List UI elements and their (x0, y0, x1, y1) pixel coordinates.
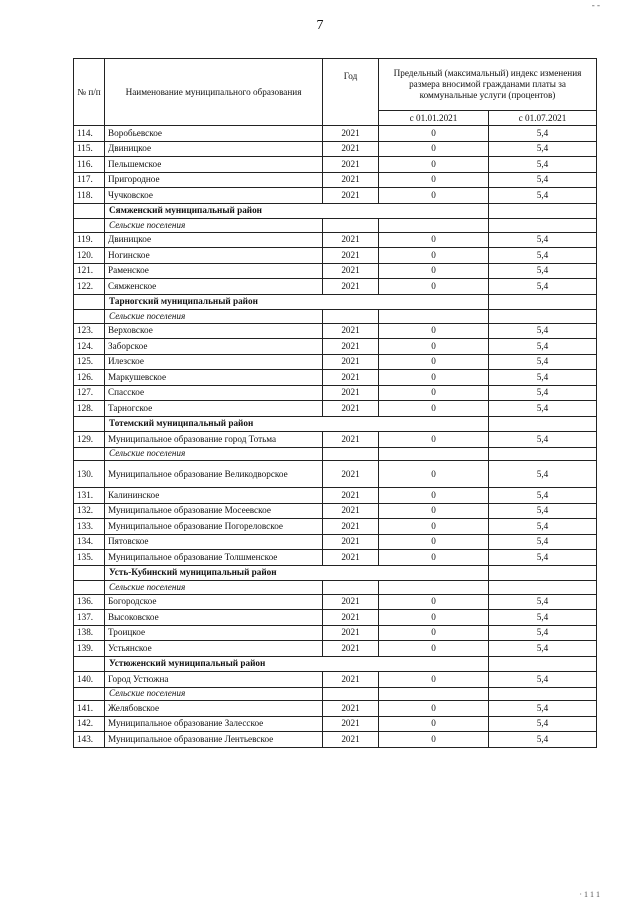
row-year: 2021 (323, 323, 379, 339)
empty-cell (74, 294, 105, 310)
table-row (74, 625, 597, 641)
empty-cell (323, 581, 379, 595)
index-from-jul: 5,4 (489, 701, 597, 717)
row-number: 134. (74, 534, 105, 550)
empty-cell (74, 203, 105, 219)
index-from-jul: 5,4 (489, 672, 597, 688)
index-from-jul: 5,4 (489, 732, 597, 748)
municipality-name: Ногинское (105, 248, 323, 264)
municipality-name: Спасское (105, 385, 323, 401)
row-year: 2021 (323, 248, 379, 264)
row-number: 124. (74, 339, 105, 355)
row-year: 2021 (323, 339, 379, 355)
district-row (74, 656, 597, 672)
index-from-jan: 0 (379, 488, 489, 504)
table-row (74, 354, 597, 370)
table-row (74, 488, 597, 504)
row-number: 118. (74, 188, 105, 204)
municipality-name: Муниципальное образование Погореловское (105, 519, 323, 535)
table-row (74, 534, 597, 550)
index-from-jan: 0 (379, 232, 489, 248)
row-number: 138. (74, 625, 105, 641)
empty-cell (489, 581, 597, 595)
table-row (74, 641, 597, 657)
table-row (74, 701, 597, 717)
index-from-jan: 0 (379, 141, 489, 157)
municipality-name: Верховское (105, 323, 323, 339)
empty-cell (323, 687, 379, 701)
row-year: 2021 (323, 401, 379, 417)
index-from-jan: 0 (379, 519, 489, 535)
index-from-jan: 0 (379, 126, 489, 142)
municipality-name: Воробьевское (105, 126, 323, 142)
index-from-jul: 5,4 (489, 370, 597, 386)
index-from-jan: 0 (379, 550, 489, 566)
index-from-jul: 5,4 (489, 157, 597, 173)
empty-cell (74, 687, 105, 701)
index-from-jan: 0 (379, 503, 489, 519)
index-from-jul: 5,4 (489, 339, 597, 355)
row-number: 120. (74, 248, 105, 264)
row-year: 2021 (323, 354, 379, 370)
row-year: 2021 (323, 732, 379, 748)
row-year: 2021 (323, 534, 379, 550)
empty-cell (74, 656, 105, 672)
index-from-jan: 0 (379, 594, 489, 610)
municipality-name: Желябовское (105, 701, 323, 717)
table-row (74, 141, 597, 157)
empty-cell (379, 581, 489, 595)
index-from-jul: 5,4 (489, 354, 597, 370)
index-from-jan: 0 (379, 401, 489, 417)
settlements-label: Сельские поселения (105, 687, 323, 701)
row-year: 2021 (323, 625, 379, 641)
index-from-jul: 5,4 (489, 188, 597, 204)
index-from-jul: 5,4 (489, 232, 597, 248)
municipality-name: Пригородное (105, 172, 323, 188)
empty-cell (323, 310, 379, 324)
empty-cell (74, 581, 105, 595)
page-number: 7 (316, 18, 324, 33)
district-row (74, 565, 597, 581)
index-from-jan: 0 (379, 188, 489, 204)
index-from-jan: 0 (379, 534, 489, 550)
row-year: 2021 (323, 550, 379, 566)
index-from-jul: 5,4 (489, 385, 597, 401)
table-row (74, 263, 597, 279)
footer-scan-mark: · 1 1 1 (579, 890, 600, 899)
row-number: 115. (74, 141, 105, 157)
municipality-name: Пятовское (105, 534, 323, 550)
empty-cell (489, 203, 597, 219)
table-row (74, 732, 597, 748)
index-from-jul: 5,4 (489, 488, 597, 504)
index-from-jul: 5,4 (489, 461, 597, 488)
header-num: № п/п (74, 59, 105, 126)
row-year: 2021 (323, 519, 379, 535)
index-from-jan: 0 (379, 716, 489, 732)
row-number: 131. (74, 488, 105, 504)
settlements-label: Сельские поселения (105, 581, 323, 595)
table-row (74, 716, 597, 732)
table-row (74, 172, 597, 188)
subheading-row (74, 687, 597, 701)
table-row (74, 401, 597, 417)
index-from-jan: 0 (379, 157, 489, 173)
district-name: Тарногский муниципальный район (105, 294, 489, 310)
row-year: 2021 (323, 461, 379, 488)
index-from-jul: 5,4 (489, 534, 597, 550)
table-row (74, 432, 597, 448)
table-row (74, 672, 597, 688)
row-year: 2021 (323, 157, 379, 173)
row-number: 128. (74, 401, 105, 417)
municipality-name: Заборское (105, 339, 323, 355)
subheading-row (74, 447, 597, 461)
row-number: 127. (74, 385, 105, 401)
empty-cell (489, 294, 597, 310)
district-name: Усть-Кубинский муниципальный район (105, 565, 489, 581)
municipality-name: Муниципальное образование Мосеевское (105, 503, 323, 519)
index-from-jul: 5,4 (489, 432, 597, 448)
tariff-index-table (73, 58, 597, 748)
empty-cell (379, 687, 489, 701)
index-from-jul: 5,4 (489, 519, 597, 535)
row-year: 2021 (323, 385, 379, 401)
empty-cell (489, 219, 597, 233)
row-number: 117. (74, 172, 105, 188)
table-row (74, 594, 597, 610)
row-number: 142. (74, 716, 105, 732)
row-number: 132. (74, 503, 105, 519)
index-from-jul: 5,4 (489, 263, 597, 279)
row-number: 116. (74, 157, 105, 173)
settlements-label: Сельские поселения (105, 447, 323, 461)
row-number: 129. (74, 432, 105, 448)
row-year: 2021 (323, 232, 379, 248)
empty-cell (323, 447, 379, 461)
index-from-jul: 5,4 (489, 641, 597, 657)
index-from-jan: 0 (379, 370, 489, 386)
municipality-name: Устьянское (105, 641, 323, 657)
row-number: 141. (74, 701, 105, 717)
row-year: 2021 (323, 488, 379, 504)
municipality-name: Раменское (105, 263, 323, 279)
row-year: 2021 (323, 701, 379, 717)
district-name: Тотемский муниципальный район (105, 416, 489, 432)
municipality-name: Калининское (105, 488, 323, 504)
row-year: 2021 (323, 610, 379, 626)
district-name: Сямженский муниципальный район (105, 203, 489, 219)
row-number: 126. (74, 370, 105, 386)
row-year: 2021 (323, 188, 379, 204)
empty-cell (379, 447, 489, 461)
municipality-name: Илезское (105, 354, 323, 370)
index-from-jan: 0 (379, 732, 489, 748)
table-row (74, 126, 597, 142)
settlements-label: Сельские поселения (105, 310, 323, 324)
municipality-name: Маркушевское (105, 370, 323, 386)
index-from-jan: 0 (379, 610, 489, 626)
index-from-jul: 5,4 (489, 141, 597, 157)
row-year: 2021 (323, 594, 379, 610)
index-from-jul: 5,4 (489, 610, 597, 626)
table-body (74, 126, 597, 748)
header-from-jan: с 01.01.2021 (379, 111, 489, 126)
empty-cell (379, 310, 489, 324)
header-year: Год (323, 59, 379, 126)
table-row (74, 157, 597, 173)
index-from-jan: 0 (379, 672, 489, 688)
municipality-name: Троицкое (105, 625, 323, 641)
table-row (74, 339, 597, 355)
index-from-jan: 0 (379, 279, 489, 295)
subheading-row (74, 581, 597, 595)
table-row (74, 323, 597, 339)
row-number: 136. (74, 594, 105, 610)
district-row (74, 416, 597, 432)
row-number: 139. (74, 641, 105, 657)
row-year: 2021 (323, 432, 379, 448)
municipality-name: Чучковское (105, 188, 323, 204)
index-from-jul: 5,4 (489, 323, 597, 339)
index-from-jan: 0 (379, 263, 489, 279)
municipality-name: Двиницкое (105, 232, 323, 248)
table-row (74, 188, 597, 204)
district-row (74, 203, 597, 219)
empty-cell (489, 310, 597, 324)
header-index: Предельный (максимальный) индекс изменения размера вносимой гражданами платы за коммунальные услуги (процентов) (379, 59, 597, 111)
empty-cell (74, 219, 105, 233)
municipality-name: Сямженское (105, 279, 323, 295)
row-year: 2021 (323, 641, 379, 657)
index-from-jul: 5,4 (489, 594, 597, 610)
index-from-jul: 5,4 (489, 126, 597, 142)
row-number: 121. (74, 263, 105, 279)
empty-cell (74, 447, 105, 461)
municipality-name: Муниципальное образование Залесское (105, 716, 323, 732)
index-from-jul: 5,4 (489, 503, 597, 519)
table-row (74, 279, 597, 295)
row-year: 2021 (323, 370, 379, 386)
empty-cell (74, 416, 105, 432)
index-from-jan: 0 (379, 701, 489, 717)
municipality-name: Богородское (105, 594, 323, 610)
row-year: 2021 (323, 716, 379, 732)
index-from-jan: 0 (379, 354, 489, 370)
row-number: 125. (74, 354, 105, 370)
district-row (74, 294, 597, 310)
index-from-jan: 0 (379, 432, 489, 448)
subheading-row (74, 219, 597, 233)
table-row (74, 248, 597, 264)
empty-cell (74, 310, 105, 324)
row-number: 133. (74, 519, 105, 535)
index-from-jan: 0 (379, 339, 489, 355)
index-from-jul: 5,4 (489, 248, 597, 264)
row-year: 2021 (323, 141, 379, 157)
empty-cell (489, 447, 597, 461)
index-from-jul: 5,4 (489, 550, 597, 566)
row-number: 119. (74, 232, 105, 248)
district-name: Устюженский муниципальный район (105, 656, 489, 672)
empty-cell (379, 219, 489, 233)
index-from-jan: 0 (379, 248, 489, 264)
municipality-name: Муниципальное образование Толшменское (105, 550, 323, 566)
municipality-name: Муниципальное образование Лентьевское (105, 732, 323, 748)
row-year: 2021 (323, 126, 379, 142)
municipality-name: Муниципальное образование город Тотьма (105, 432, 323, 448)
municipality-name: Тарногское (105, 401, 323, 417)
empty-cell (323, 219, 379, 233)
row-number: 140. (74, 672, 105, 688)
row-number: 137. (74, 610, 105, 626)
table-header (74, 59, 597, 126)
index-from-jan: 0 (379, 641, 489, 657)
table-row (74, 461, 597, 488)
row-year: 2021 (323, 263, 379, 279)
index-from-jan: 0 (379, 172, 489, 188)
municipality-name: Высоковское (105, 610, 323, 626)
table-row (74, 385, 597, 401)
empty-cell (489, 565, 597, 581)
table-row (74, 610, 597, 626)
empty-cell (489, 656, 597, 672)
table-row (74, 232, 597, 248)
row-number: 123. (74, 323, 105, 339)
settlements-label: Сельские поселения (105, 219, 323, 233)
index-from-jul: 5,4 (489, 401, 597, 417)
row-year: 2021 (323, 172, 379, 188)
row-year: 2021 (323, 672, 379, 688)
index-from-jan: 0 (379, 625, 489, 641)
index-from-jul: 5,4 (489, 625, 597, 641)
municipality-name: Пельшемское (105, 157, 323, 173)
index-from-jan: 0 (379, 323, 489, 339)
subheading-row (74, 310, 597, 324)
index-from-jan: 0 (379, 461, 489, 488)
table-row (74, 550, 597, 566)
header-from-jul: с 01.07.2021 (489, 111, 597, 126)
row-number: 114. (74, 126, 105, 142)
header-name: Наименование муниципального образования (105, 59, 323, 126)
municipality-name: Двиницкое (105, 141, 323, 157)
corner-scan-mark: - - (591, 0, 600, 10)
table-row (74, 519, 597, 535)
index-from-jul: 5,4 (489, 172, 597, 188)
municipality-name: Город Устюжна (105, 672, 323, 688)
empty-cell (489, 416, 597, 432)
table-row (74, 503, 597, 519)
table-row (74, 370, 597, 386)
empty-cell (74, 565, 105, 581)
row-number: 135. (74, 550, 105, 566)
index-from-jan: 0 (379, 385, 489, 401)
index-from-jul: 5,4 (489, 716, 597, 732)
row-number: 122. (74, 279, 105, 295)
empty-cell (489, 687, 597, 701)
row-year: 2021 (323, 503, 379, 519)
index-from-jul: 5,4 (489, 279, 597, 295)
municipality-name: Муниципальное образование Великодворское (105, 461, 323, 488)
row-number: 143. (74, 732, 105, 748)
row-year: 2021 (323, 279, 379, 295)
row-number: 130. (74, 461, 105, 488)
